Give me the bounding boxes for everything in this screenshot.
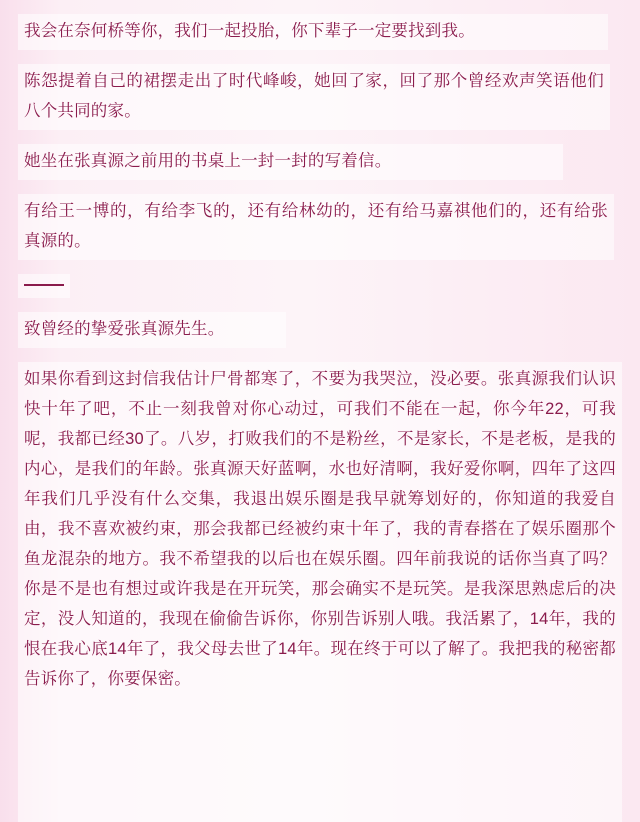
divider-line <box>24 284 64 286</box>
paragraph-4: 有给王一博的，有给李飞的，还有给林幼的，还有给马嘉祺他们的，还有给张真源的。 <box>18 194 614 260</box>
letter-salutation: 致曾经的挚爱张真源先生。 <box>18 312 286 348</box>
letter-body: 如果你看到这封信我估计尸骨都寒了，不要为我哭泣，没必要。张真源我们认识快十年了吧，不止一刻我曾对你心动过，可我们不能在一起，你今年22，可我呢，我都已经30了。八岁，打败我们的不是粉丝，不是家长，不是老板，是我的内心，是我们的年龄。张真源天好蓝啊，水也好清啊，我好爱你啊，四年了这四年我们几乎没有什么交集，我退出娱乐圈是我早就筹划好的，你知道的我爱自由，我不喜欢被约束，那会我都已经被约束十年了，我的青春搭在了娱乐圈那个鱼龙混杂的地方。我不希望我的以后也在娱乐圈。四年前我说的话你当真了吗？你是不是也有想过或许我是在开玩笑，那会确实不是玩笑。是我深思熟虑后的决定，没人知道的，我现在偷偷告诉你，你别告诉别人哦。我活累了，14年，我的恨在我心底14年了，我父母去世了14年。现在终于可以了解了。我把我的秘密都告诉你了，你要保密。 <box>18 362 622 822</box>
paragraph-1: 我会在奈何桥等你，我们一起投胎，你下辈子一定要找到我。 <box>18 14 608 50</box>
paragraph-2: 陈怨提着自己的裙摆走出了时代峰峻，她回了家，回了那个曾经欢声笑语他们八个共同的家。 <box>18 64 610 130</box>
paragraph-3: 她坐在张真源之前用的书桌上一封一封的写着信。 <box>18 144 563 180</box>
section-divider <box>18 274 70 298</box>
